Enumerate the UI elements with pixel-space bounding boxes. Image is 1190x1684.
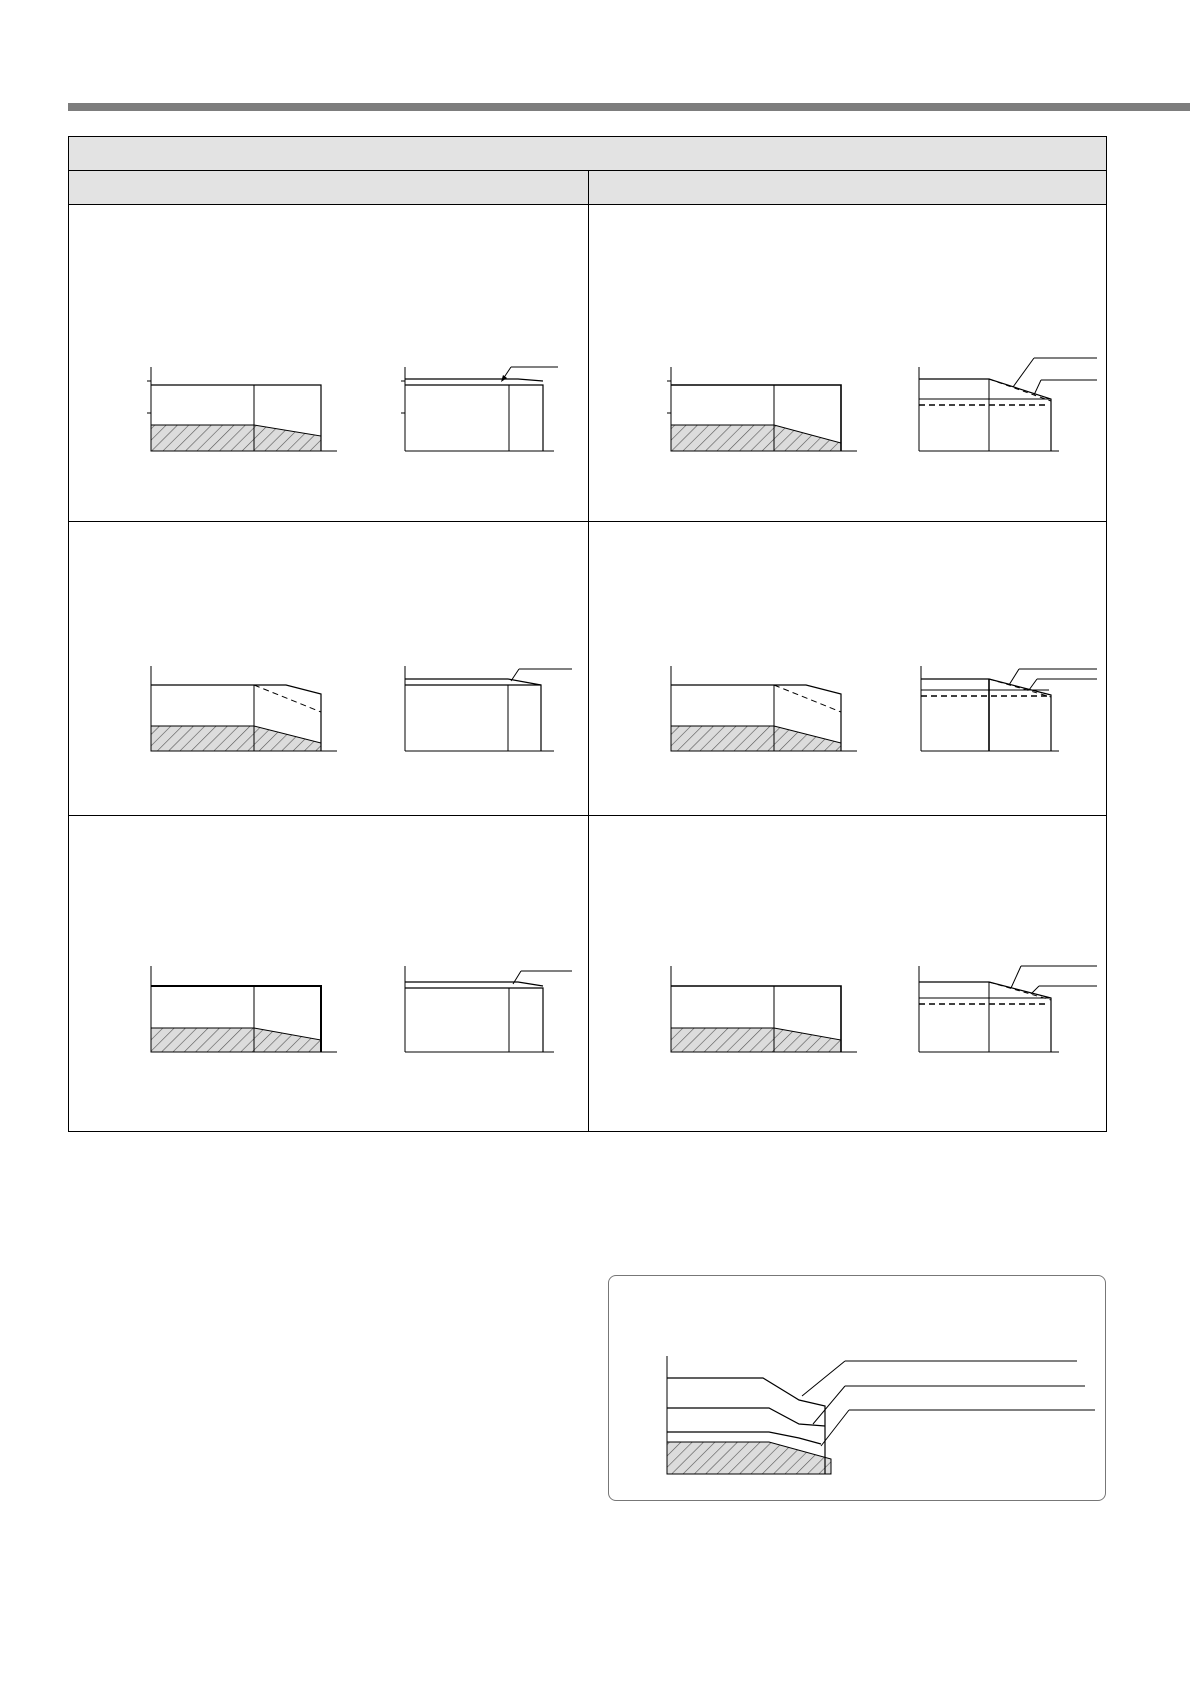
callout-arrow xyxy=(1029,679,1097,690)
torque-chart xyxy=(147,367,337,451)
column-divider xyxy=(588,171,589,204)
callout-arrow xyxy=(1013,358,1097,387)
callout-arrow xyxy=(821,1410,1095,1446)
panel-r3-left xyxy=(69,816,588,1132)
power-chart xyxy=(921,666,1097,751)
table-title-band xyxy=(69,137,1106,171)
torque-chart xyxy=(151,966,337,1052)
torque-chart xyxy=(671,666,857,751)
torque-chart xyxy=(151,666,337,751)
power-chart xyxy=(401,367,558,451)
power-chart xyxy=(405,966,572,1052)
legend-diagram xyxy=(609,1276,1105,1500)
torque-chart xyxy=(671,966,857,1052)
table-column-header-band xyxy=(69,171,1106,205)
callout-arrow xyxy=(802,1361,1077,1396)
page-top-rule xyxy=(68,103,1190,111)
power-chart xyxy=(919,358,1097,451)
legend-note-box xyxy=(608,1275,1106,1501)
panel-r1-right xyxy=(589,205,1108,521)
power-chart xyxy=(919,966,1097,1052)
characteristics-table xyxy=(68,136,1107,1132)
panel-r3-right xyxy=(589,816,1108,1132)
callout-arrow xyxy=(511,669,572,681)
power-chart xyxy=(405,666,572,751)
callout-arrow xyxy=(1031,986,1097,994)
callout-arrow xyxy=(813,1386,1085,1424)
torque-chart xyxy=(667,367,857,451)
panel-r1-left xyxy=(69,205,588,521)
callout-arrow xyxy=(1034,380,1097,395)
panel-r2-left xyxy=(69,522,588,815)
panel-r2-right xyxy=(589,522,1108,815)
callout-arrow xyxy=(1011,966,1097,988)
callout-arrow xyxy=(1009,669,1097,685)
